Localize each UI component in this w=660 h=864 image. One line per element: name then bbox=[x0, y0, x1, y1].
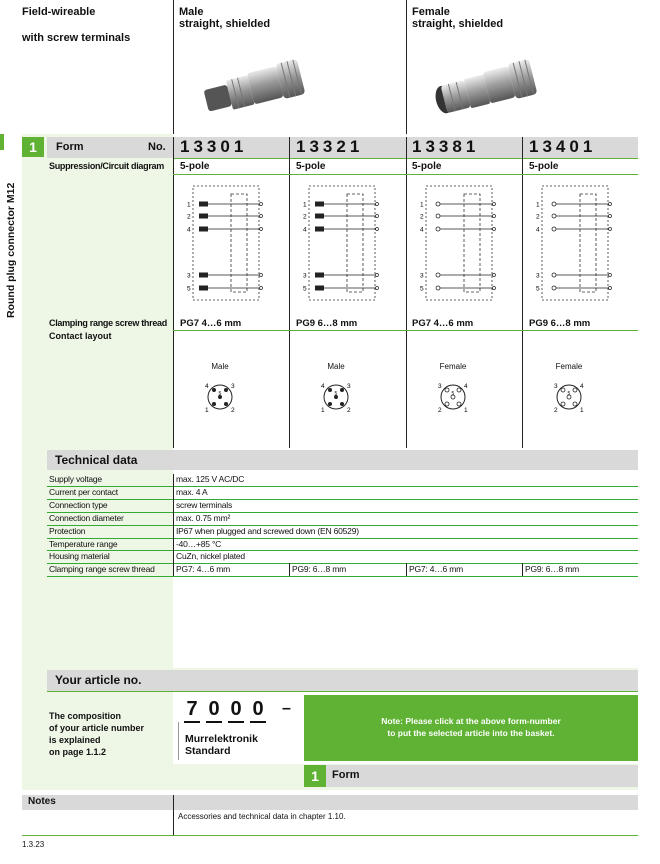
col-divider-3 bbox=[406, 137, 407, 448]
brand-line1: Murrelektronik bbox=[185, 733, 258, 745]
composition-3: is explained bbox=[49, 735, 101, 745]
col-divider-2 bbox=[289, 137, 290, 448]
pin-label-2: 2 bbox=[420, 213, 424, 221]
female-connector-image bbox=[430, 56, 542, 116]
svg-text:4: 4 bbox=[580, 383, 584, 390]
digit-2: 0 bbox=[206, 698, 222, 723]
tech-clamp-divider bbox=[406, 563, 407, 576]
tech-row-line bbox=[47, 576, 638, 577]
pin-label-4: 4 bbox=[187, 226, 191, 234]
tech-value: max. 0.75 mm² bbox=[176, 512, 231, 523]
brand-divider bbox=[178, 722, 179, 760]
pin-label-3: 3 bbox=[420, 272, 424, 280]
no-label: No. bbox=[148, 141, 166, 153]
pin-label-4: 4 bbox=[536, 226, 540, 234]
tech-label: Current per contact bbox=[49, 486, 118, 497]
tech-value: CuZn, nickel plated bbox=[176, 551, 245, 562]
tech-row-line bbox=[47, 512, 638, 513]
clamp-3: PG7 4…6 mm bbox=[412, 318, 474, 329]
svg-text:5: 5 bbox=[334, 391, 338, 397]
tech-label: Connection diameter bbox=[49, 512, 124, 523]
svg-text:5: 5 bbox=[567, 391, 571, 397]
article-title: Your article no. bbox=[55, 673, 142, 687]
composition-1: The composition bbox=[49, 711, 121, 721]
notes-bottom-line bbox=[22, 835, 638, 836]
svg-text:2: 2 bbox=[438, 407, 442, 414]
clamp-1: PG7 4…6 mm bbox=[180, 318, 242, 329]
form-number-13321[interactable]: 13321 bbox=[296, 137, 364, 156]
suppression-underline bbox=[173, 174, 638, 175]
circuit-diagram-3 bbox=[416, 180, 506, 310]
gender-label: Female bbox=[439, 362, 467, 371]
svg-text:5: 5 bbox=[451, 391, 455, 397]
svg-text:1: 1 bbox=[321, 407, 325, 414]
svg-text:4: 4 bbox=[205, 383, 209, 390]
pole-3: 5-pole bbox=[412, 161, 442, 172]
male-connector-image bbox=[198, 56, 310, 116]
pole-4: 5-pole bbox=[529, 161, 559, 172]
section-number-box: 1 bbox=[22, 137, 44, 157]
pole-2: 5-pole bbox=[296, 161, 326, 172]
pin-label-5: 5 bbox=[420, 285, 424, 293]
svg-text:2: 2 bbox=[347, 407, 351, 414]
female-sub: straight, shielded bbox=[412, 18, 504, 30]
pin-label-5: 5 bbox=[536, 285, 540, 293]
svg-text:3: 3 bbox=[231, 383, 235, 390]
tech-label: Housing material bbox=[49, 551, 110, 562]
divider-header-mid bbox=[406, 0, 407, 134]
form-number-13381[interactable]: 13381 bbox=[412, 137, 480, 156]
svg-text:3: 3 bbox=[554, 383, 558, 390]
contact-layout-4 bbox=[534, 360, 614, 420]
digit-4: 0 bbox=[250, 698, 266, 723]
pin-label-3: 3 bbox=[187, 272, 191, 280]
svg-text:3: 3 bbox=[347, 383, 351, 390]
tech-clamp-divider bbox=[173, 563, 174, 576]
tech-clamp-value: PG7: 4…6 mm bbox=[176, 564, 231, 575]
pin-label-1: 1 bbox=[420, 201, 424, 209]
form-number-13401[interactable]: 13401 bbox=[529, 137, 597, 156]
svg-text:2: 2 bbox=[554, 407, 558, 414]
pin-label-1: 1 bbox=[303, 201, 307, 209]
form-area-bg bbox=[47, 134, 173, 448]
tech-value: max. 4 A bbox=[176, 486, 208, 497]
gender-label: Male bbox=[327, 362, 345, 371]
male-sub: straight, shielded bbox=[179, 18, 271, 30]
form-label: Form bbox=[56, 141, 84, 153]
pin-label-2: 2 bbox=[536, 213, 540, 221]
brand-line2: Standard bbox=[185, 745, 231, 757]
gender-label: Female bbox=[555, 362, 583, 371]
digit-1: 7 bbox=[184, 698, 200, 723]
divider-header-left bbox=[173, 0, 174, 134]
tech-label: Protection bbox=[49, 525, 86, 536]
contact-layout-3 bbox=[418, 360, 498, 420]
page-number: 1.3.23 bbox=[22, 840, 45, 849]
pin-label-2: 2 bbox=[187, 213, 191, 221]
suppression-label: Suppression/Circuit diagram bbox=[49, 161, 164, 171]
tech-clamp-value: PG7: 4…6 mm bbox=[409, 564, 464, 575]
pin-label-3: 3 bbox=[303, 272, 307, 280]
vertical-section-label: Round plug connector M12 bbox=[5, 182, 17, 318]
pin-label-4: 4 bbox=[303, 226, 307, 234]
clamping-label: Clamping range screw thread bbox=[49, 318, 167, 328]
pin-label-5: 5 bbox=[303, 285, 307, 293]
tech-value: max. 125 V AC/DC bbox=[176, 474, 245, 484]
circuit-diagram-2 bbox=[299, 180, 389, 310]
tech-value: screw terminals bbox=[176, 499, 233, 510]
circuit-diagram-1 bbox=[183, 180, 273, 310]
gender-label: Male bbox=[211, 362, 229, 371]
svg-text:5: 5 bbox=[218, 391, 222, 397]
contact-layout-1 bbox=[185, 360, 265, 420]
contact-layout-2 bbox=[301, 360, 381, 420]
form-footer-label: Form bbox=[332, 769, 360, 781]
clamp-4: PG9 6…8 mm bbox=[529, 318, 591, 329]
pin-label-5: 5 bbox=[187, 285, 191, 293]
article-band-underline bbox=[47, 691, 638, 692]
male-title: Male bbox=[179, 6, 204, 18]
tech-row-line bbox=[47, 499, 638, 500]
tech-clamp-value: PG9: 6…8 mm bbox=[525, 564, 580, 575]
svg-text:1: 1 bbox=[580, 407, 584, 414]
svg-text:4: 4 bbox=[321, 383, 325, 390]
tech-clamp-value: PG9: 6…8 mm bbox=[292, 564, 347, 575]
notes-band bbox=[22, 795, 638, 810]
pin-label-1: 1 bbox=[536, 201, 540, 209]
tech-row-line bbox=[47, 550, 638, 551]
tech-label: Supply voltage bbox=[49, 474, 102, 484]
notes-text: Accessories and technical data in chapter 1.10. bbox=[178, 812, 346, 821]
form-number-13301[interactable]: 13301 bbox=[180, 137, 248, 156]
female-pin-face-icon bbox=[418, 374, 488, 420]
form-footer-number: 1 bbox=[304, 765, 326, 787]
svg-text:1: 1 bbox=[205, 407, 209, 414]
tech-clamp-divider bbox=[522, 563, 523, 576]
pole-1: 5-pole bbox=[180, 161, 210, 172]
female-title: Female bbox=[412, 6, 450, 18]
svg-text:3: 3 bbox=[438, 383, 442, 390]
circuit-diagram-4 bbox=[532, 180, 622, 310]
svg-text:1: 1 bbox=[464, 407, 468, 414]
pin-label-4: 4 bbox=[420, 226, 424, 234]
note-line2: to put the selected article into the basket. bbox=[387, 728, 555, 738]
composition-2: of your article number bbox=[49, 723, 145, 733]
tech-clamp-label: Clamping range screw thread bbox=[49, 564, 155, 575]
article-dash: – bbox=[282, 700, 291, 717]
tech-clamp-divider bbox=[289, 563, 290, 576]
notes-title: Notes bbox=[28, 796, 56, 807]
digit-3: 0 bbox=[228, 698, 244, 723]
tech-row-line bbox=[47, 538, 638, 539]
left-green-area bbox=[22, 134, 47, 790]
pin-label-3: 3 bbox=[536, 272, 540, 280]
col-divider-1 bbox=[173, 137, 174, 448]
pin-label-2: 2 bbox=[303, 213, 307, 221]
male-pin-face-icon bbox=[185, 374, 255, 420]
col-divider-4 bbox=[522, 137, 523, 448]
tech-row-line bbox=[47, 486, 638, 487]
notes-divider bbox=[173, 795, 174, 835]
tech-label: Connection type bbox=[49, 499, 108, 510]
tech-value: -40…+85 °C bbox=[176, 538, 222, 549]
techdata-title: Technical data bbox=[55, 453, 138, 467]
contact-layout-label: Contact layout bbox=[49, 331, 112, 341]
female-pin-face-icon bbox=[534, 374, 604, 420]
pin-label-1: 1 bbox=[187, 201, 191, 209]
note-line1: Note: Please click at the above form-number bbox=[381, 716, 561, 726]
svg-text:2: 2 bbox=[231, 407, 235, 414]
header-line1: Field-wireable bbox=[22, 6, 96, 18]
composition-4: on page 1.1.2 bbox=[49, 747, 107, 757]
clamp-2: PG9 6…8 mm bbox=[296, 318, 358, 329]
svg-text:4: 4 bbox=[464, 383, 468, 390]
tech-value-divider bbox=[173, 474, 174, 564]
clamping-underline bbox=[173, 330, 638, 331]
tech-value: IP67 when plugged and screwed down (EN 60529) bbox=[176, 525, 359, 536]
left-green-stripe bbox=[0, 134, 4, 150]
header-line2: with screw terminals bbox=[22, 32, 131, 44]
tech-label: Temperature range bbox=[49, 538, 118, 549]
male-pin-face-icon bbox=[301, 374, 371, 420]
